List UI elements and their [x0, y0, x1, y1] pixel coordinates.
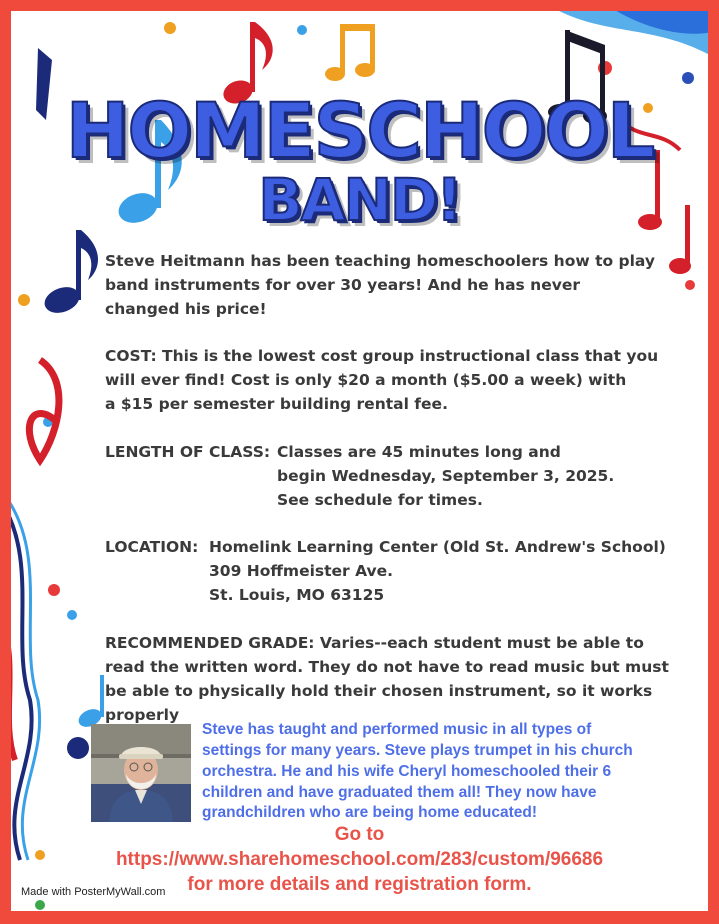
intro-line-2: band instruments for over 30 years! And he has never	[105, 276, 580, 294]
treble-clef-decoration	[29, 360, 59, 460]
length-line-1: Classes are 45 minutes long and	[277, 443, 561, 461]
bio-line-1: Steve has taught and performed music in all types of	[202, 721, 592, 738]
cta-details: for more details and registration form.	[187, 874, 532, 895]
bio-line-4: children and have graduated them all! They now have	[202, 784, 597, 801]
registration-link[interactable]: https://www.sharehomeschool.com/283/custom/96686	[115, 849, 604, 870]
decoration-dot	[682, 72, 694, 84]
grade-line-3: be able to physically hold their chosen instrument, so it works	[105, 682, 653, 700]
decoration-dot	[48, 584, 60, 596]
cost-line-2: will ever find! Cost is only $20 a month ($5.00 a week) with	[105, 371, 627, 389]
length-line-3: See schedule for times.	[277, 491, 483, 509]
cta-go-to: Go to	[334, 824, 385, 845]
title-line-1: HOMESCHOOL	[65, 86, 654, 175]
instructor-photo	[91, 724, 191, 822]
cost-line-1: COST: This is the lowest cost group instructional class that you	[105, 347, 659, 365]
grade-line-4: properly	[105, 706, 180, 724]
grade-line-1: RECOMMENDED GRADE: Varies--each student must be able to	[105, 634, 644, 652]
postermywall-credit: Made with PosterMyWall.com	[21, 886, 166, 898]
title-line-2: BAND!	[258, 166, 461, 234]
bio-line-5: grandchildren who are being home educated!	[202, 804, 538, 821]
decoration-dot	[35, 900, 45, 910]
bio-line-3: orchestra. He and his wife Cheryl homeschooled their 6	[202, 763, 612, 780]
decoration-dot	[164, 22, 176, 34]
location-line-1: Homelink Learning Center (Old St. Andrew's School)	[209, 538, 666, 556]
cost-line-3: a $15 per semester building rental fee.	[105, 395, 448, 413]
decoration-dot	[18, 294, 30, 306]
decoration-dot	[67, 610, 77, 620]
note-orange-top	[325, 24, 375, 81]
location-line-3: St. Louis, MO 63125	[209, 586, 385, 604]
intro-line-3: changed his price!	[105, 300, 267, 318]
grade-line-2: read the written word. They do not have to read music but must	[105, 658, 669, 676]
length-label: LENGTH OF CLASS:	[105, 443, 271, 461]
length-line-2: begin Wednesday, September 3, 2025.	[277, 467, 615, 485]
decoration-dot	[67, 737, 89, 759]
location-label: LOCATION:	[105, 538, 199, 556]
decoration-dot	[685, 280, 695, 290]
bio-line-2: settings for many years. Steve plays trumpet in his church	[202, 742, 633, 759]
decoration-dot	[297, 25, 307, 35]
location-line-2: 309 Hoffmeister Ave.	[209, 562, 394, 580]
intro-line-1: Steve Heitmann has been teaching homeschoolers how to play	[105, 252, 656, 270]
